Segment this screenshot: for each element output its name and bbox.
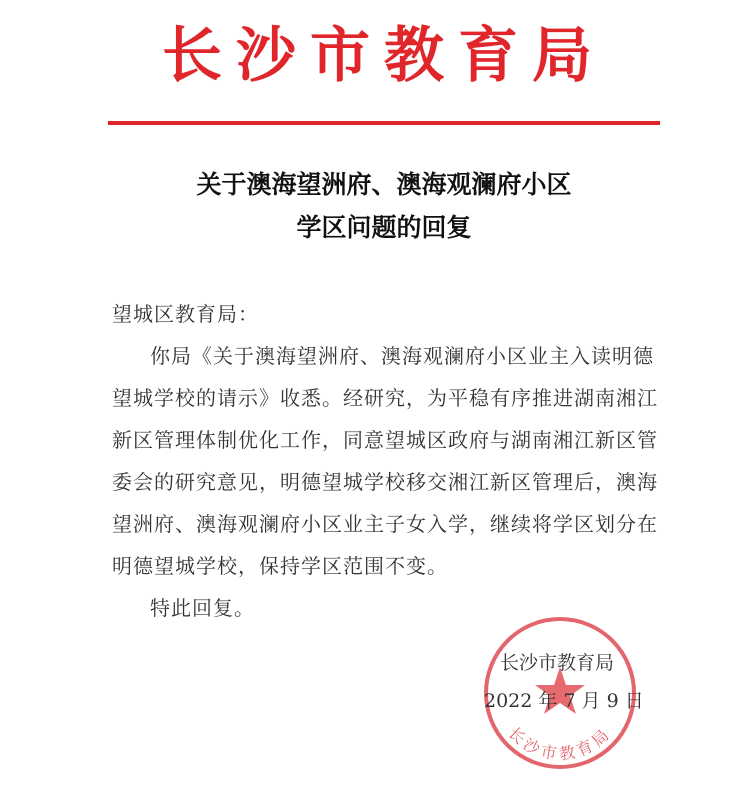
signature-org: 长沙市教育局: [500, 652, 615, 674]
body-line: 明德望城学校，保持学区范围不变。: [112, 554, 448, 578]
body-line: 望洲府、澳海观澜府小区业主子女入学，继续将学区划分在: [112, 512, 658, 536]
body-line: 委会的研究意见，明德望城学校移交湘江新区管理后，澳海: [112, 470, 658, 494]
document-title-line1: 关于澳海望洲府、澳海观澜府小区: [196, 170, 572, 199]
body-line: 望城学校的请示》收悉。经研究，为平稳有序推进湖南湘江: [112, 386, 658, 410]
salutation: 望城区教育局：: [112, 302, 259, 326]
body-line: 你局《关于澳海望洲府、澳海观澜府小区业主入读明德: [150, 344, 654, 368]
body-line: 新区管理体制优化工作，同意望城区政府与湖南湘江新区管: [112, 428, 658, 452]
closing: 特此回复。: [150, 596, 255, 620]
letterhead-divider: [108, 121, 660, 125]
signature-date: 2022 年 7 月 9 日: [484, 690, 644, 712]
letterhead-title: 长沙市教育局: [162, 21, 606, 91]
seal-text: 长沙市教育局: [504, 723, 616, 764]
document-title-line2: 学区问题的回复: [296, 213, 472, 242]
